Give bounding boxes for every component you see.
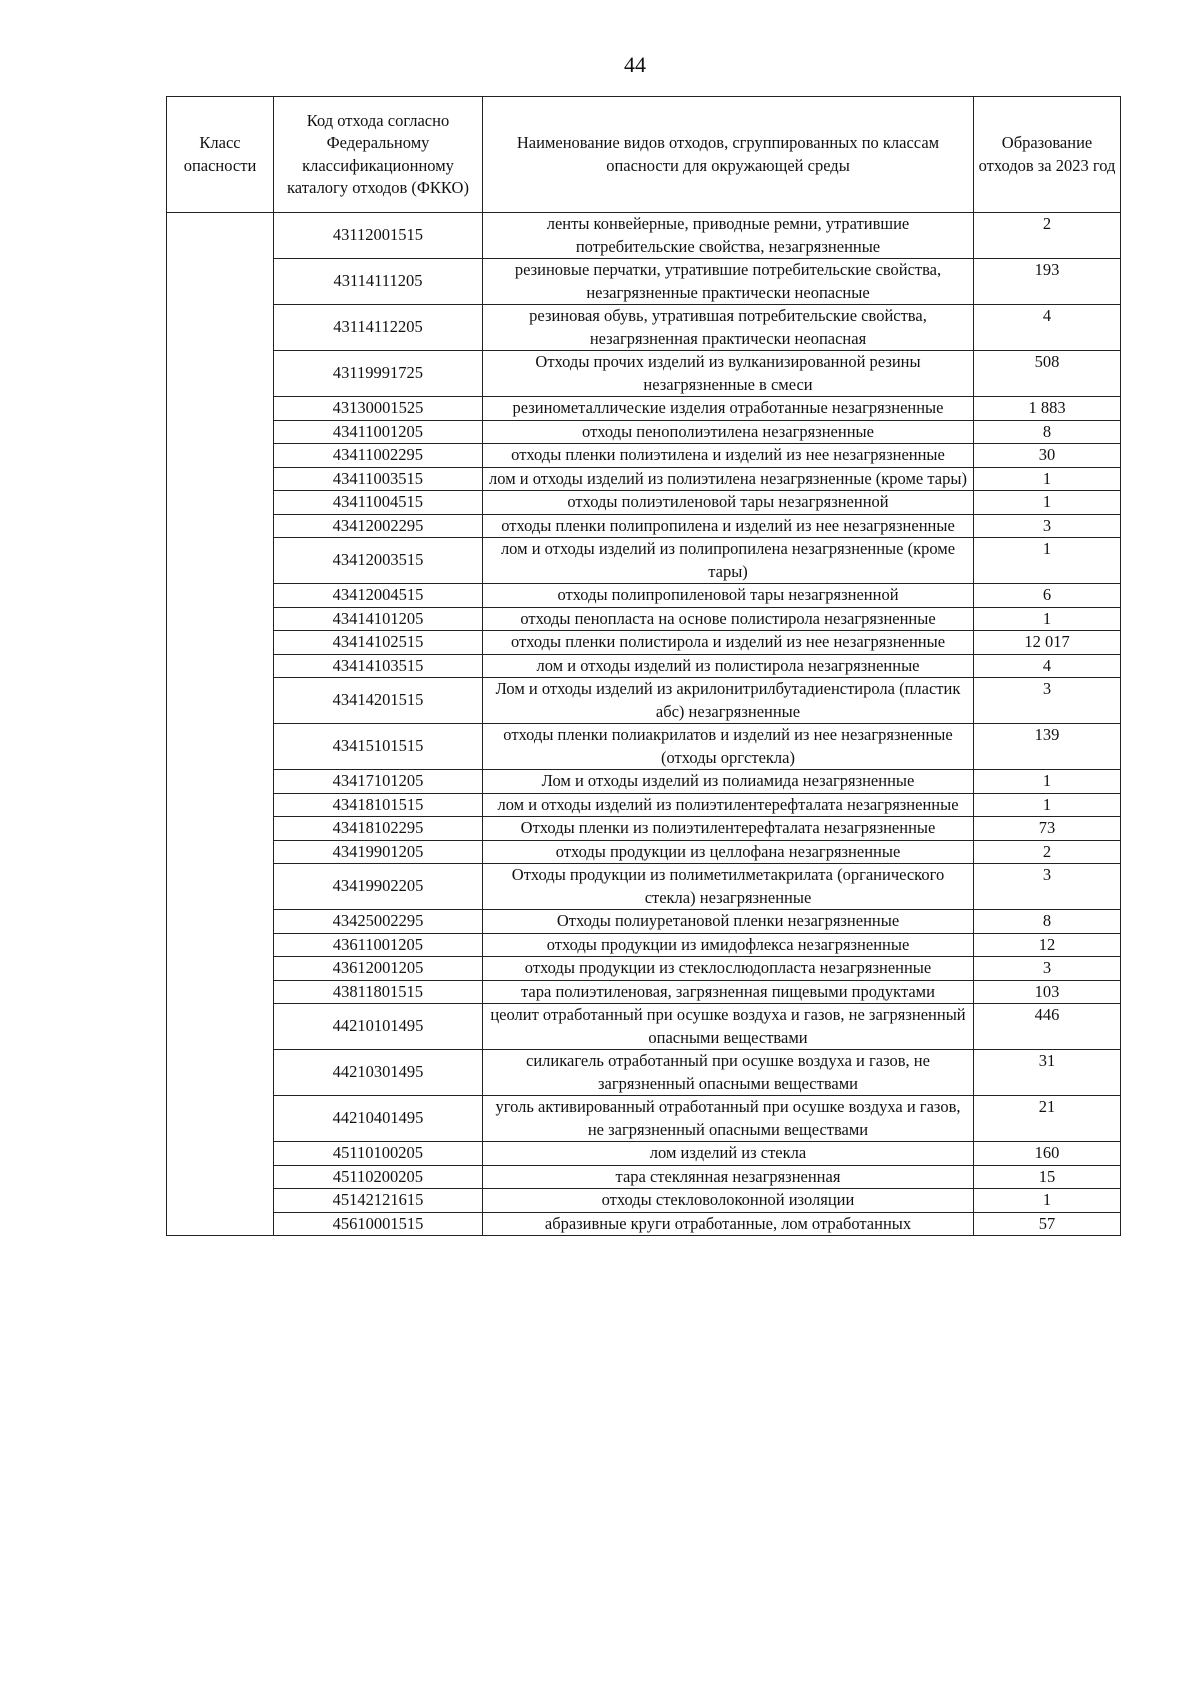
table-row	[167, 933, 1121, 957]
fkko-code-cell: 43418102295	[274, 817, 483, 841]
fkko-code-cell: 45610001515	[274, 1212, 483, 1236]
fkko-code-cell: 45110100205	[274, 1142, 483, 1166]
fkko-code-cell: 44210301495	[274, 1050, 483, 1096]
table-row	[167, 538, 1121, 584]
fkko-code-cell: 43412004515	[274, 584, 483, 608]
table-row	[167, 910, 1121, 934]
fkko-code-cell: 43412003515	[274, 538, 483, 584]
generation-amount-cell: 31	[974, 1050, 1121, 1096]
table-row	[167, 213, 1121, 259]
header-hazard-class: Класс опасности	[167, 97, 274, 213]
generation-amount-cell: 12 017	[974, 631, 1121, 655]
waste-name-cell: отходы продукции из целлофана незагрязненные	[483, 840, 974, 864]
generation-amount-cell: 3	[974, 514, 1121, 538]
fkko-code-cell: 43414103515	[274, 654, 483, 678]
table-row	[167, 444, 1121, 468]
waste-name-cell: отходы пенопласта на основе полистирола незагрязненные	[483, 607, 974, 631]
waste-name-cell: отходы пенополиэтилена незагрязненные	[483, 420, 974, 444]
generation-amount-cell: 12	[974, 933, 1121, 957]
generation-amount-cell: 1	[974, 1189, 1121, 1213]
fkko-code-cell: 44210101495	[274, 1004, 483, 1050]
fkko-code-cell: 43419902205	[274, 864, 483, 910]
generation-amount-cell: 15	[974, 1165, 1121, 1189]
generation-amount-cell: 508	[974, 351, 1121, 397]
waste-name-cell: отходы стекловолоконной изоляции	[483, 1189, 974, 1213]
fkko-code-cell: 43119991725	[274, 351, 483, 397]
table-row	[167, 351, 1121, 397]
table-row	[167, 654, 1121, 678]
table-header	[167, 97, 1121, 213]
generation-amount-cell: 3	[974, 864, 1121, 910]
fkko-code-cell: 43411004515	[274, 491, 483, 515]
generation-amount-cell: 1	[974, 467, 1121, 491]
waste-name-cell: тара стеклянная незагрязненная	[483, 1165, 974, 1189]
fkko-code-cell: 43417101205	[274, 770, 483, 794]
waste-name-cell: лом и отходы изделий из полипропилена незагрязненные (кроме тары)	[483, 538, 974, 584]
header-generation: Образование отходов за 2023 год	[974, 97, 1121, 213]
generation-amount-cell: 30	[974, 444, 1121, 468]
hazard-class-cell	[167, 213, 274, 1236]
table-body	[167, 213, 1121, 1236]
waste-name-cell: лом и отходы изделий из полиэтилентерефталата незагрязненные	[483, 793, 974, 817]
fkko-code-cell: 43114111205	[274, 259, 483, 305]
waste-name-cell: отходы пленки полиэтилена и изделий из нее незагрязненные	[483, 444, 974, 468]
generation-amount-cell: 139	[974, 724, 1121, 770]
fkko-code-cell: 43419901205	[274, 840, 483, 864]
waste-name-cell: Отходы полиуретановой пленки незагрязненные	[483, 910, 974, 934]
fkko-code-cell: 44210401495	[274, 1096, 483, 1142]
generation-amount-cell: 2	[974, 213, 1121, 259]
generation-amount-cell: 1	[974, 793, 1121, 817]
waste-name-cell: отходы продукции из стеклослюдопласта незагрязненные	[483, 957, 974, 981]
waste-name-cell: Отходы пленки из полиэтилентерефталата незагрязненные	[483, 817, 974, 841]
waste-name-cell: резинометаллические изделия отработанные незагрязненные	[483, 397, 974, 421]
table-row	[167, 840, 1121, 864]
table-row	[167, 1142, 1121, 1166]
table-row	[167, 1004, 1121, 1050]
fkko-code-cell: 43612001205	[274, 957, 483, 981]
fkko-code-cell: 43414101205	[274, 607, 483, 631]
fkko-code-cell: 43130001525	[274, 397, 483, 421]
table-row	[167, 584, 1121, 608]
waste-name-cell: отходы полиэтиленовой тары незагрязненной	[483, 491, 974, 515]
fkko-code-cell: 43425002295	[274, 910, 483, 934]
waste-name-cell: силикагель отработанный при осушке воздуха и газов, не загрязненный опасными веществами	[483, 1050, 974, 1096]
waste-name-cell: лом и отходы изделий из полистирола незагрязненные	[483, 654, 974, 678]
generation-amount-cell: 3	[974, 957, 1121, 981]
fkko-code-cell: 43411001205	[274, 420, 483, 444]
waste-name-cell: Отходы продукции из полиметилметакрилата (органического стекла) незагрязненные	[483, 864, 974, 910]
generation-amount-cell: 8	[974, 420, 1121, 444]
waste-name-cell: уголь активированный отработанный при осушке воздуха и газов, не загрязненный опасными веществами	[483, 1096, 974, 1142]
table-row	[167, 420, 1121, 444]
table-row	[167, 259, 1121, 305]
waste-name-cell: резиновые перчатки, утратившие потребительские свойства, незагрязненные практически неопасные	[483, 259, 974, 305]
table-row	[167, 467, 1121, 491]
waste-name-cell: отходы пленки полипропилена и изделий из нее незагрязненные	[483, 514, 974, 538]
table-row	[167, 817, 1121, 841]
waste-name-cell: Лом и отходы изделий из акрилонитрилбутадиенстирола (пластик абс) незагрязненные	[483, 678, 974, 724]
fkko-code-cell: 43412002295	[274, 514, 483, 538]
waste-name-cell: Отходы прочих изделий из вулканизированной резины незагрязненные в смеси	[483, 351, 974, 397]
fkko-code-cell: 45142121615	[274, 1189, 483, 1213]
fkko-code-cell: 43114112205	[274, 305, 483, 351]
generation-amount-cell: 73	[974, 817, 1121, 841]
generation-amount-cell: 1	[974, 491, 1121, 515]
page-number: 44	[624, 52, 646, 77]
table-row	[167, 724, 1121, 770]
table-row	[167, 1096, 1121, 1142]
generation-amount-cell: 4	[974, 654, 1121, 678]
table-row	[167, 980, 1121, 1004]
table-row	[167, 1212, 1121, 1236]
generation-amount-cell: 446	[974, 1004, 1121, 1050]
generation-amount-cell: 193	[974, 259, 1121, 305]
fkko-code-cell: 43411002295	[274, 444, 483, 468]
table-row	[167, 957, 1121, 981]
fkko-code-cell: 43411003515	[274, 467, 483, 491]
header-waste-name: Наименование видов отходов, сгруппированных по классам опасности для окружающей среды	[483, 97, 974, 213]
generation-amount-cell: 21	[974, 1096, 1121, 1142]
waste-name-cell: лом и отходы изделий из полиэтилена незагрязненные (кроме тары)	[483, 467, 974, 491]
table-row	[167, 793, 1121, 817]
table-row	[167, 678, 1121, 724]
table-row	[167, 397, 1121, 421]
fkko-code-cell: 43414102515	[274, 631, 483, 655]
generation-amount-cell: 8	[974, 910, 1121, 934]
generation-amount-cell: 4	[974, 305, 1121, 351]
fkko-code-cell: 43414201515	[274, 678, 483, 724]
waste-name-cell: цеолит отработанный при осушке воздуха и газов, не загрязненный опасными веществами	[483, 1004, 974, 1050]
fkko-code-cell: 43418101515	[274, 793, 483, 817]
generation-amount-cell: 3	[974, 678, 1121, 724]
table-row	[167, 491, 1121, 515]
waste-name-cell: абразивные круги отработанные, лом отработанных	[483, 1212, 974, 1236]
fkko-code-cell: 43611001205	[274, 933, 483, 957]
table-row	[167, 305, 1121, 351]
waste-name-cell: отходы пленки полиакрилатов и изделий из нее незагрязненные (отходы оргстекла)	[483, 724, 974, 770]
generation-amount-cell: 57	[974, 1212, 1121, 1236]
fkko-code-cell: 43415101515	[274, 724, 483, 770]
waste-name-cell: отходы продукции из имидофлекса незагрязненные	[483, 933, 974, 957]
generation-amount-cell: 2	[974, 840, 1121, 864]
table-row	[167, 631, 1121, 655]
waste-name-cell: Лом и отходы изделий из полиамида незагрязненные	[483, 770, 974, 794]
generation-amount-cell: 160	[974, 1142, 1121, 1166]
waste-name-cell: тара полиэтиленовая, загрязненная пищевыми продуктами	[483, 980, 974, 1004]
table-row	[167, 514, 1121, 538]
table-row	[167, 1189, 1121, 1213]
table-row	[167, 864, 1121, 910]
generation-amount-cell: 103	[974, 980, 1121, 1004]
waste-name-cell: отходы пленки полистирола и изделий из нее незагрязненные	[483, 631, 974, 655]
generation-amount-cell: 1	[974, 770, 1121, 794]
waste-name-cell: отходы полипропиленовой тары незагрязненной	[483, 584, 974, 608]
generation-amount-cell: 6	[974, 584, 1121, 608]
waste-name-cell: резиновая обувь, утратившая потребительские свойства, незагрязненная практически неопасная	[483, 305, 974, 351]
table-row	[167, 1165, 1121, 1189]
table-row	[167, 1050, 1121, 1096]
fkko-code-cell: 45110200205	[274, 1165, 483, 1189]
waste-name-cell: ленты конвейерные, приводные ремни, утратившие потребительские свойства, незагрязненные	[483, 213, 974, 259]
fkko-code-cell: 43811801515	[274, 980, 483, 1004]
waste-table	[166, 96, 1121, 1236]
header-fkko-code: Код отхода согласно Федеральному классификационному каталогу отходов (ФККО)	[274, 97, 483, 213]
fkko-code-cell: 43112001515	[274, 213, 483, 259]
generation-amount-cell: 1 883	[974, 397, 1121, 421]
waste-name-cell: лом изделий из стекла	[483, 1142, 974, 1166]
generation-amount-cell: 1	[974, 538, 1121, 584]
table-row	[167, 607, 1121, 631]
table-row	[167, 770, 1121, 794]
generation-amount-cell: 1	[974, 607, 1121, 631]
